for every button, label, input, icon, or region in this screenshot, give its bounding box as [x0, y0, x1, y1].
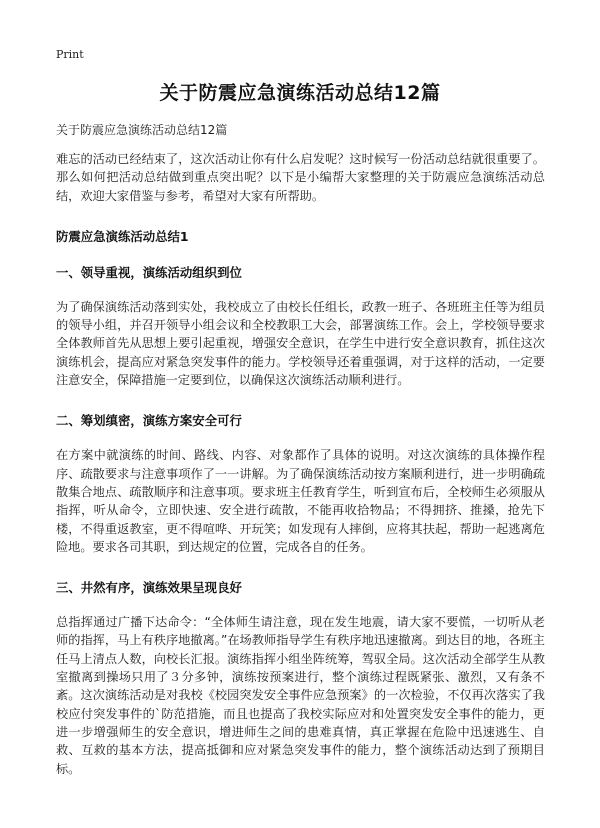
document-body: [56, 150, 545, 800]
heading-2: 二、筹划缜密，演练方案安全可行: [56, 413, 242, 429]
paragraph-2: 在方案中就演练的时间、路线、内容、对象都作了具体的说明。对这次演练的具体操作程序、疏散要求与注意事项作了一一讲解。为了确保演练活动按方案顺利进行，进一步明确疏散集合地点、疏散顺序和注意事项。要求班主任教育学生，听到宣布后，全校师生必须服从指挥，听从命令，立即快速、安全进行疏散，不能再收拾物品；不得拥挤、推搡，抢先下楼，不得重返教室，更不得喧哗、开玩笑；如发现有人摔倒，应将其扶起，帮助一起逃离危险地。要求各司其职，到达规定的位置，完成各自的任务。: [56, 448, 545, 554]
print-link[interactable]: Print: [56, 48, 84, 61]
heading-1: 一、领导重视，演练活动组织到位: [56, 264, 242, 280]
page-title: 关于防震应急演练活动总结12篇: [159, 82, 441, 104]
paragraph-1: 为了确保演练活动落到实处，我校成立了由校长任组长，政教一班子、各班班主任等为组员的领导小组，并召开领导小组会议和全校教职工大会，部署演练工作。会上，学校领导要求全体教师首先从思想上要引起重视，增强安全意识，在学生中进行安全意识教育，抓住这次演练机会，提高应对紧急突发事件的能力。学校领导还着重强调，对于这样的活动，一定要注意安全，保障措施一定要到位，以确保这次演练活动顺利进行。: [56, 299, 545, 388]
intro-paragraph: 难忘的活动已经结束了，这次活动让你有什么启发呢？这时候写一份活动总结就很重要了。那么如何把活动总结做到重点突出呢？以下是小编帮大家整理的关于防震应急演练活动总结，欢迎大家借鉴与参考，希望对大家有所帮助。: [56, 152, 545, 203]
paragraph-3: 总指挥通过广播下达命令：“全体师生请注意，现在发生地震，请大家不要慌，一切听从老师的指挥，马上有秩序地撤离。”在场教师指导学生有秩序地迅速撤离。到达目的地，各班主任马上清点人数，向校长汇报。演练指挥小组坐阵统筹，驾驭全局。这次活动全部学生从教室撤离到操场只用了３分多钟，演练按预案进行，整个演练过程既紧张、激烈，又有条不紊。这次演练活动是对我校《校园突发安全事件应急预案》的一次检验，不仅再次落实了我校应付突发事件的`防范措施，而且也提高了我校实际应对和处置突发安全事件的能力，更进一步增强师生的安全意识，增进师生之间的患难真情，真正掌握在危险中迅速逃生、自救、互救的基本方法，提高抵御和应对紧急突发事件的能力，整个演练活动达到了预期目标。: [56, 615, 545, 776]
section-title: 防震应急演练活动总结1: [56, 228, 189, 244]
heading-3: 三、井然有序，演练效果呈现良好: [56, 580, 242, 596]
document-subtitle: 关于防震应急演练活动总结12篇: [56, 123, 228, 137]
